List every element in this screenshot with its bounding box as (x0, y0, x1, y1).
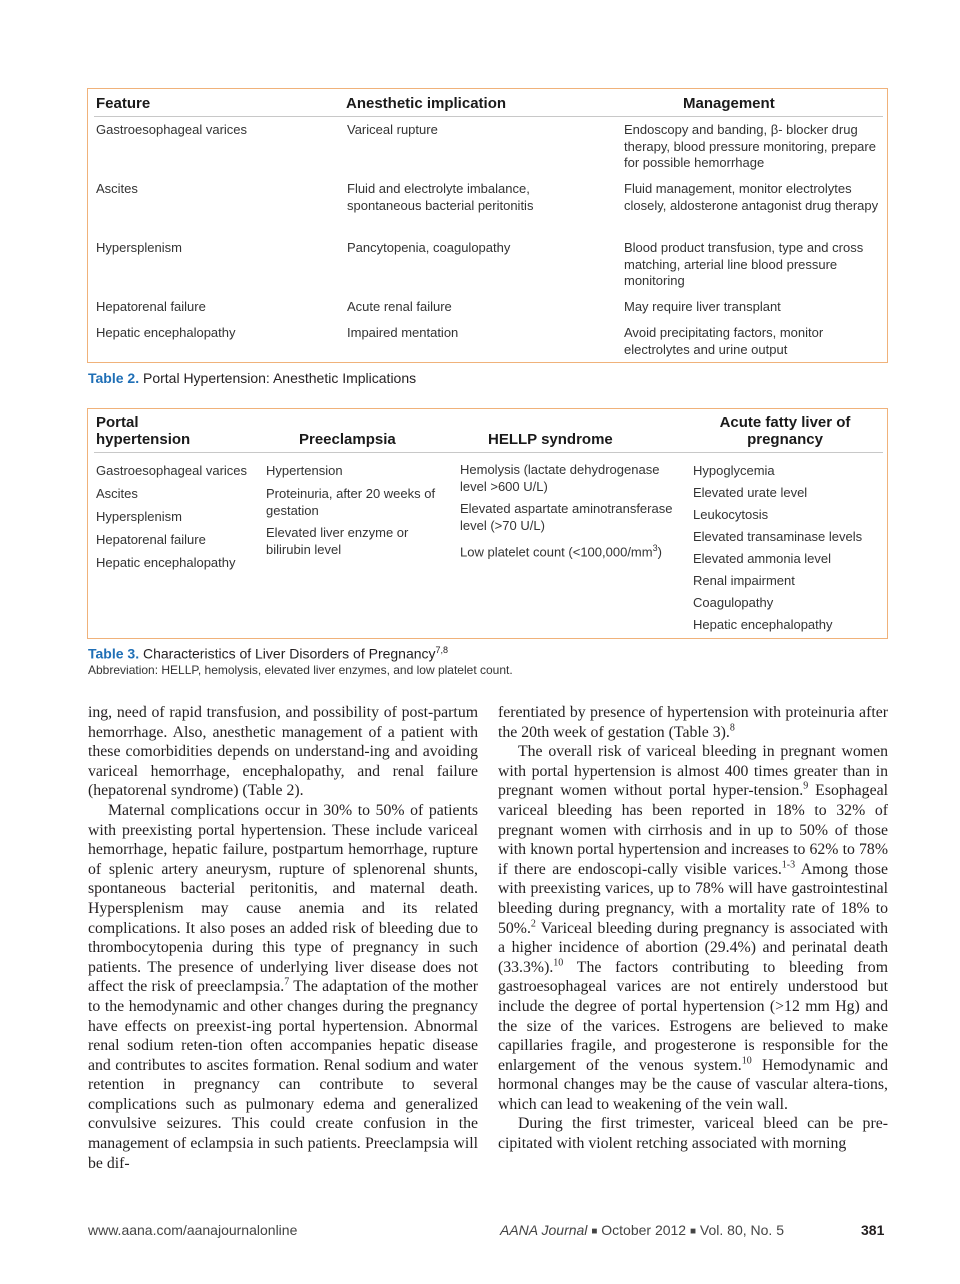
paragraph-text: During the first trimester, variceal bleed can be pre-cipitated with violent retching associated with morning (498, 1115, 888, 1153)
paragraph-text: ing, need of rapid transfusion, and possibility of post-partum hemorrhage. Also, anesthetic management of a patient with these comorbidities depends on understand-ing and avoiding variceal hemorrhage, encephalopathy, and renal failure (hepatorenal syndrome) (Table 2). (88, 704, 478, 800)
table-3-cell: Elevated liver enzyme or bilirubin level (266, 525, 409, 557)
table-2-cell: Hepatic encephalopathy (96, 325, 236, 340)
table-3-cell: Hepatic encephalopathy (693, 617, 833, 632)
table-3-cell: Hypertension (266, 463, 343, 478)
table-2-header-feature: Feature (96, 95, 151, 112)
table-3-caption (88, 645, 448, 662)
table-2-cell: Hypersplenism (96, 240, 182, 255)
citation-sup: 10 (553, 957, 564, 969)
page-number: 381 (861, 1222, 885, 1238)
table-2-cell: Blood product transfusion, type and cross matching, arterial line blood pressure monitoring (624, 240, 864, 288)
paragraph-text: ferentiated by presence of hypertension with proteinuria after the 20th week of gestation (Table 3). (498, 704, 888, 741)
paragraph-text: The overall risk of variceal bleeding in pregnant women with portal hypertension is almost 400 times greater than in pregnant women without portal hyper-tension. (498, 743, 888, 800)
table-2-cell: Avoid precipitating factors, monitor electrolytes and urine output (624, 325, 824, 357)
table-2-cell: Ascites (96, 181, 138, 196)
table-3-abbreviation: Abbreviation: HELLP, hemolysis, elevated liver enzymes, and low platelet count. (88, 663, 513, 677)
table-3-platelet-text: Low platelet count (<100,000/mm (460, 544, 653, 560)
table-3-caption-sup: 7,8 (435, 645, 449, 655)
paragraph-text: Esophageal variceal bleeding has been reported in 18% to 32% of pregnant women with cirrhosis and in up to 50% of those with known portal hypertension and increases to 62% to 78% if there are endoscopi-cally visible varices. (498, 782, 888, 878)
citation-sup: 1-3 (781, 859, 796, 871)
citation-sup: 2 (530, 918, 536, 930)
table-3-cell: Proteinuria, after 20 weeks of gestation (266, 486, 436, 518)
footer-date: October 2012 (601, 1222, 687, 1238)
paragraph (498, 1114, 888, 1153)
table-2-cell: Fluid management, monitor electrolytes closely, aldosterone antagonist drug therapy (624, 181, 879, 213)
table-3-cell: Hemolysis (lactate dehydrogenase level >600 U/L) (460, 462, 660, 494)
table-2-caption (88, 370, 416, 386)
paragraph (498, 703, 888, 742)
table-3-header-portal: Portal hypertension (96, 414, 191, 448)
table-3-platelet-tail: ) (657, 544, 662, 560)
table-2-caption-text: Portal Hypertension: Anesthetic Implications (142, 370, 417, 386)
table-2-header-anesthetic: Anesthetic implication (346, 95, 507, 112)
table-3-cell: Hypoglycemia (693, 463, 775, 478)
paragraph-text: The adaptation of the mother to the hemodynamic and other changes during the pregnancy have effects on preexist-ing portal hypertension. Abnormal renal sodium reten-tion often accompanies hepatic disease and contributes to ascites formation. Renal sodium and water retention in pregnancy can contribute to several complications such as pulmonary edema and generalized convulsive seizures. This could create confusion in the management of eclampsia in such patients. Preeclampsia will be dif- (88, 978, 478, 1172)
table-2-cell: Gastroesophageal varices (96, 122, 248, 137)
table-3-header-hellp: HELLP syndrome (488, 431, 613, 448)
citation-sup: 8 (729, 722, 735, 734)
table-2-cell: Acute renal failure (347, 299, 452, 314)
paragraph-text: Among those with preexisting varices, up to 78% will have gastrointestinal bleeding during pregnancy, with a mortality rate of 18% to 50%. (498, 860, 888, 937)
table-2-cell: Impaired mentation (347, 325, 459, 340)
footer-separator: ■ (689, 1226, 697, 1237)
table-3-caption-label: Table 3. (88, 645, 140, 662)
table-2-caption-label: Table 2. (88, 370, 140, 386)
table-3-header-rule (94, 452, 883, 453)
paragraph (88, 703, 478, 801)
footer-url[interactable]: www.aana.com/aanajournalonline (88, 1222, 298, 1238)
table-3-cell: Ascites (96, 486, 138, 501)
citation-sup: 9 (803, 781, 809, 793)
table-3-cell: Hepatic encephalopathy (96, 555, 236, 570)
body-column-left (88, 703, 478, 1173)
table-3 (87, 408, 888, 639)
table-2 (87, 88, 888, 363)
table-2-cell: Endoscopy and banding, β- blocker drug therapy, blood pressure monitoring, prepare for possible hemorrhage (624, 122, 876, 170)
table-3-cell: Coagulopathy (693, 595, 774, 610)
table-2-header-rule (94, 116, 883, 117)
citation-sup: 7 (284, 977, 290, 989)
citation-sup: 10 (741, 1055, 752, 1067)
table-3-cell: Hepatorenal failure (96, 532, 206, 547)
table-2-cell: Variceal rupture (347, 122, 438, 137)
paragraph-text: Variceal bleeding during pregnancy is associated with a higher incidence of abortion (29.4%) and perinatal death (33.3%). (498, 919, 888, 976)
table-3-cell: Elevated ammonia level (693, 551, 832, 566)
footer-journal: AANA Journal (500, 1222, 588, 1238)
table-2-cell: Hepatorenal failure (96, 299, 206, 314)
table-3-cell: Elevated aspartate aminotransferase level (>70 U/L) (460, 501, 673, 533)
table-3-cell: Hypersplenism (96, 509, 182, 524)
table-2-cell: Pancytopenia, coagulopathy (347, 240, 511, 255)
footer-volume: Vol. 80, No. 5 (699, 1222, 784, 1238)
paragraph-text: Hemodynamic and hormonal changes may be the cause of vascular altera-tions, which can lead to weakening of the vein wall. (498, 1056, 888, 1113)
paragraph (498, 742, 888, 1114)
table-3-caption-text: Characteristics of Liver Disorders of Pregnancy (142, 645, 436, 662)
table-3-cell: Gastroesophageal varices (96, 463, 248, 478)
table-2-header-management: Management (683, 95, 775, 112)
footer-citation (500, 1222, 784, 1238)
table-3-header-preeclampsia: Preeclampsia (299, 431, 396, 448)
paragraph-text: The factors contributing to bleeding from gastroesophageal varices are not entirely understood but include the degree of portal hypertension (>12 mm Hg) and the size of the varices. Estrogens are believed to make capillaries fragile, and progesterone is responsible for the enlargement of the venous system. (498, 958, 888, 1074)
table-3-header-acute-fatty: Acute fatty liver of pregnancy (719, 414, 851, 448)
paragraph-text: Maternal complications occur in 30% to 50% of patients with preexisting portal hypertension. These include variceal hemorrhage, hepatic failure, postpartum hemorrhage, rupture of splenic artery aneurysm, rupture of splenorenal shunts, spontaneous bacterial peritonitis, and maternal death. Hypersplenism may cause anemia and its related complications. It also poses an added risk of bleeding due to thrombocytopenia during this type of pregnancy in such patients. The presence of underlying liver disease does not affect the risk of preeclampsia. (88, 801, 478, 996)
table-2-cell: May require liver transplant (624, 299, 781, 314)
table-3-cell: Leukocytosis (693, 507, 769, 522)
footer-separator: ■ (591, 1226, 598, 1237)
table-3-platelet-sup: 3 (652, 543, 658, 553)
body-column-right (498, 703, 888, 1154)
table-3-cell: Renal impairment (693, 573, 795, 588)
table-2-cell: Fluid and electrolyte imbalance, spontaneous bacterial peritonitis (347, 181, 534, 213)
table-3-cell: Elevated transaminase levels (693, 529, 863, 544)
table-3-cell-platelet (460, 540, 690, 561)
table-3-cell: Elevated urate level (693, 485, 808, 500)
paragraph (88, 801, 478, 1173)
